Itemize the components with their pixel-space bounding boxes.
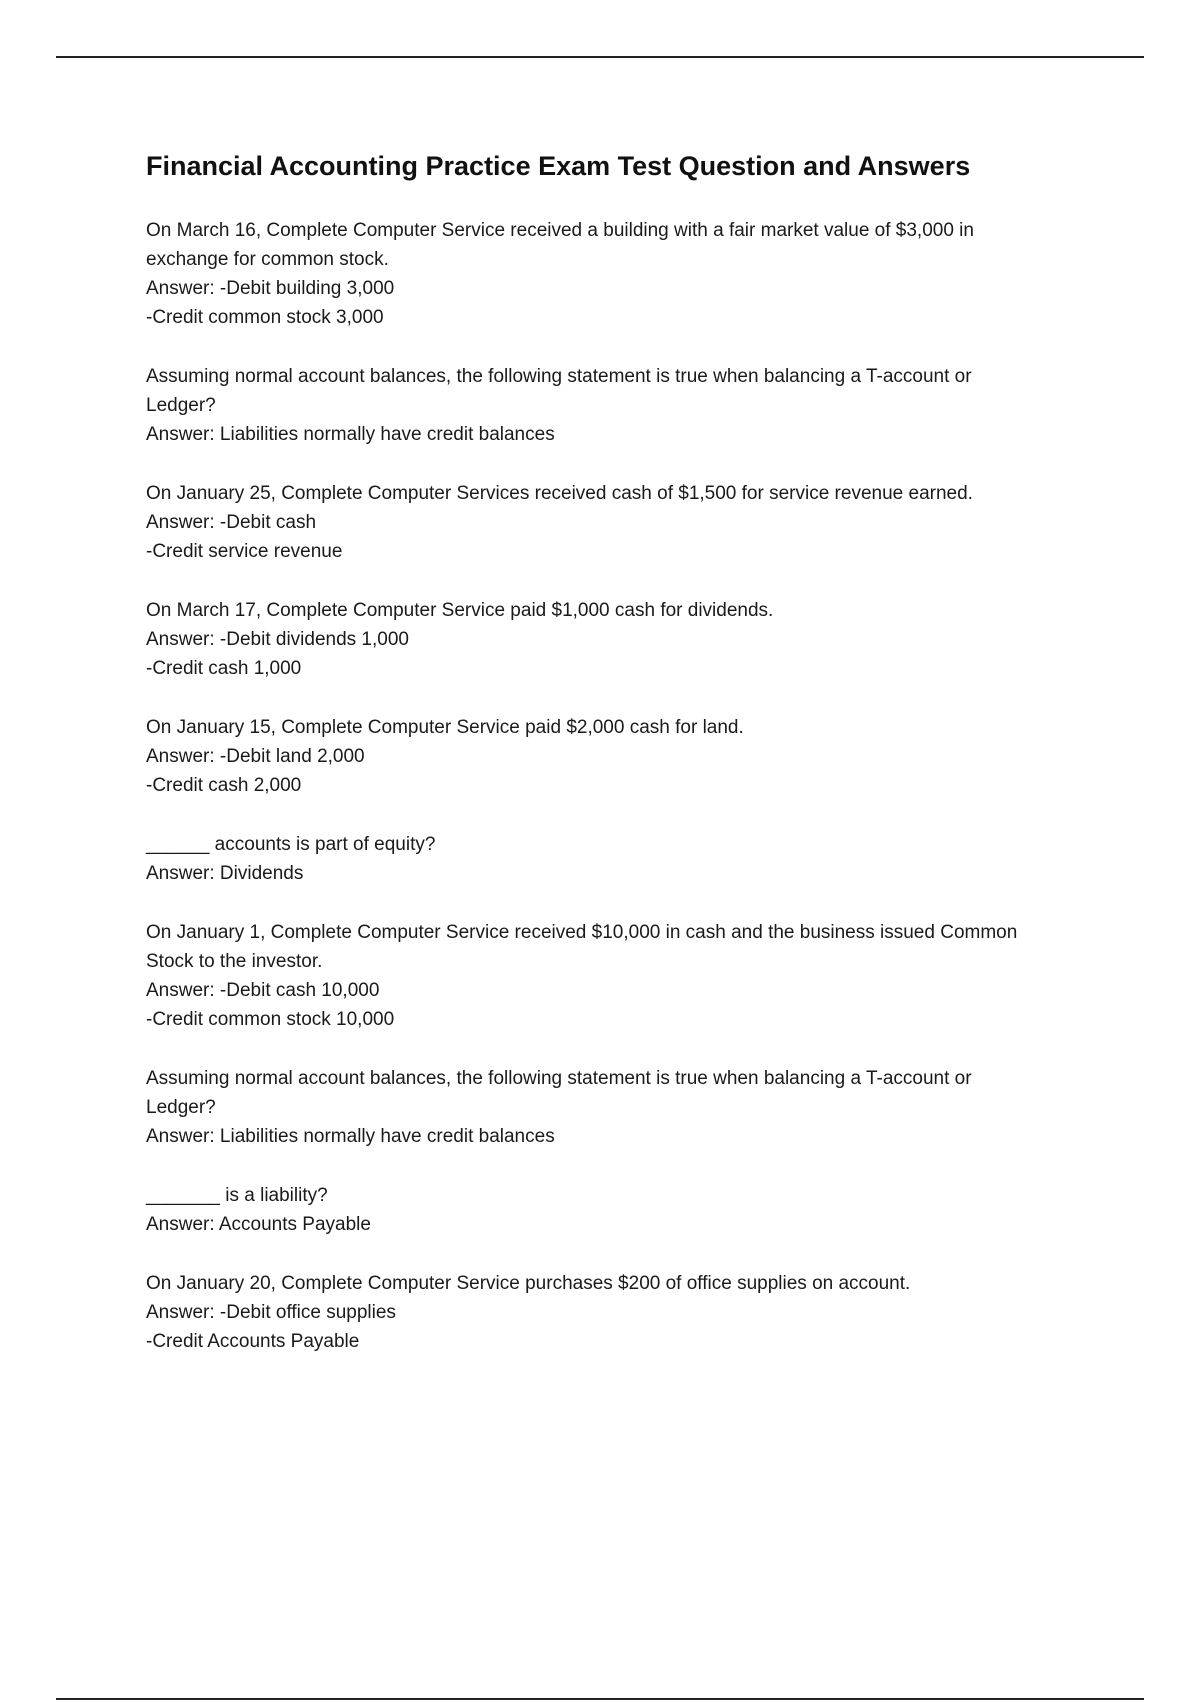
qa-item-10 bbox=[146, 1269, 1086, 1356]
header-rule bbox=[56, 56, 1144, 58]
answer-line: Answer: Liabilities normally have credit balances bbox=[146, 1126, 555, 1147]
answer-line: Answer: -Debit dividends 1,000 bbox=[146, 629, 409, 650]
qa-item-8 bbox=[146, 1064, 1086, 1151]
answer-line: -Credit common stock 3,000 bbox=[146, 307, 384, 328]
question-line: _______ is a liability? bbox=[146, 1185, 328, 1206]
document-body bbox=[146, 146, 1086, 1386]
question-line: Stock to the investor. bbox=[146, 951, 323, 972]
answer-line: Answer: -Debit cash bbox=[146, 512, 317, 533]
qa-item-1 bbox=[146, 216, 1086, 332]
answer-line: Answer: Accounts Payable bbox=[146, 1214, 371, 1235]
qa-item-9 bbox=[146, 1181, 1086, 1239]
question-line: Ledger? bbox=[146, 1097, 216, 1118]
question-line: exchange for common stock. bbox=[146, 249, 389, 270]
question-line: Ledger? bbox=[146, 395, 216, 416]
qa-item-6 bbox=[146, 830, 1086, 888]
question-line: Assuming normal account balances, the following statement is true when balancing a T-account or bbox=[146, 366, 972, 387]
answer-line: Answer: -Debit land 2,000 bbox=[146, 746, 365, 767]
question-line: ______ accounts is part of equity? bbox=[146, 834, 436, 855]
question-line: On January 1, Complete Computer Service received $10,000 in cash and the business issued Common bbox=[146, 922, 1018, 943]
answer-line: Answer: -Debit cash 10,000 bbox=[146, 980, 380, 1001]
answer-line: -Credit cash 1,000 bbox=[146, 658, 302, 679]
page-title: Financial Accounting Practice Exam Test Question and Answers bbox=[146, 151, 971, 181]
qa-item-2 bbox=[146, 362, 1086, 449]
answer-line: -Credit Accounts Payable bbox=[146, 1331, 360, 1352]
question-line: On January 20, Complete Computer Service purchases $200 of office supplies on account. bbox=[146, 1273, 911, 1294]
answer-line: Answer: -Debit building 3,000 bbox=[146, 278, 395, 299]
question-line: Assuming normal account balances, the following statement is true when balancing a T-account or bbox=[146, 1068, 972, 1089]
qa-item-4 bbox=[146, 596, 1086, 683]
answer-line: Answer: Dividends bbox=[146, 863, 304, 884]
qa-item-5 bbox=[146, 713, 1086, 800]
question-line: On March 17, Complete Computer Service paid $1,000 cash for dividends. bbox=[146, 600, 774, 621]
answer-line: Answer: Liabilities normally have credit balances bbox=[146, 424, 555, 445]
question-line: On January 15, Complete Computer Service paid $2,000 cash for land. bbox=[146, 717, 744, 738]
question-line: On January 25, Complete Computer Services received cash of $1,500 for service revenue earned. bbox=[146, 483, 973, 504]
answer-line: -Credit common stock 10,000 bbox=[146, 1009, 395, 1030]
qa-item-3 bbox=[146, 479, 1086, 566]
answer-line: Answer: -Debit office supplies bbox=[146, 1302, 396, 1323]
question-line: On March 16, Complete Computer Service received a building with a fair market value of $3,000 in bbox=[146, 220, 974, 241]
answer-line: -Credit cash 2,000 bbox=[146, 775, 302, 796]
answer-line: -Credit service revenue bbox=[146, 541, 343, 562]
qa-item-7 bbox=[146, 918, 1086, 1034]
